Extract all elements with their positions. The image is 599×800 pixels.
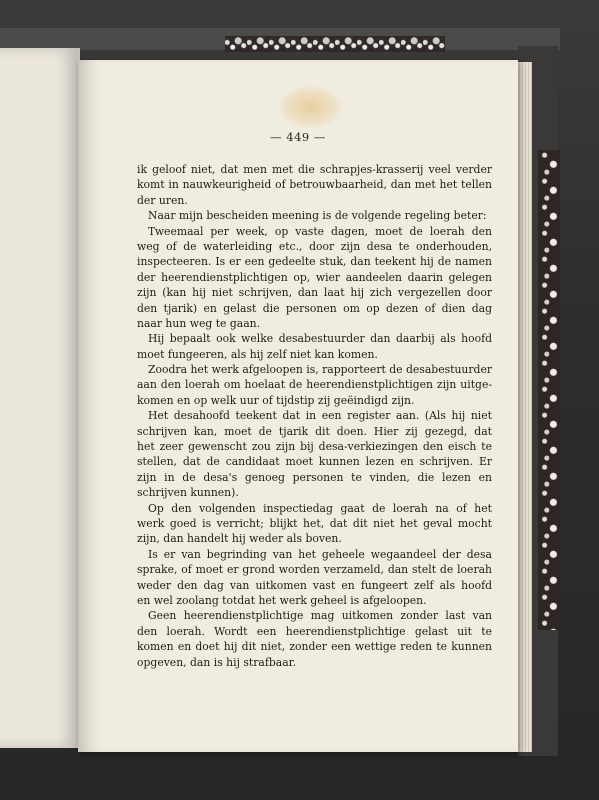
paragraph (137, 208, 492, 223)
text-line: der heerendienstplichtigen op, wier aandeelen daarin gelegen (137, 270, 492, 284)
text-line: den tjarik) en gelast die personen om op dezen of dien dag (137, 301, 492, 315)
text-line: komen en op welk uur of tijdstip zij geëindigd zijn. (137, 393, 415, 407)
text-line: weg of de waterleiding etc., door zijn desa te onderhouden, (137, 239, 492, 253)
text-line: Is er van begrinding van het geheele wegaandeel der desa (148, 547, 492, 561)
text-line: het zeer gewenscht zou zijn bij desa-verkiezingen den eisch te (137, 440, 492, 454)
text-line: der uren. (137, 193, 188, 207)
text-line: komt in nauwkeurigheid of betrouwbaarheid, dan met het tellen (137, 178, 492, 192)
paragraph (137, 608, 492, 670)
text-line: Tweemaal per week, op vaste dagen, moet de loerah den (148, 224, 492, 238)
text-line: Zoodra het werk afgeloopen is, rapporteert de desabestuurder (148, 363, 492, 377)
text-line: schrijven kan, moet de tjarik dit doen. Hier zij gezegd, dat (137, 424, 492, 438)
paragraph (137, 162, 492, 208)
text-line: moet fungeeren, als hij zelf niet kan komen. (137, 347, 378, 361)
text-line: werk goed is verricht; blijkt het, dat dit niet het geval mocht (137, 516, 492, 530)
text-line: Hij bepaalt ook welke desabestuurder dan daarbij als hoofd (148, 332, 492, 346)
text-line: zijn in de desa's genoeg personen te vinden, die lezen en (137, 470, 492, 484)
paragraph (137, 224, 492, 332)
text-line: zijn (kan hij niet schrijven, dan laat hij zich vergezellen door (137, 286, 492, 300)
paragraph (137, 362, 492, 408)
paragraph (137, 501, 492, 547)
text-line: inspecteeren. Is er een gedeelte stuk, dan teekent hij de namen (137, 255, 492, 269)
text-line: Naar mijn bescheiden meening is de volgende regeling beter: (148, 209, 487, 223)
text-line: en wel zoolang totdat het werk geheel is afgeloopen. (137, 593, 427, 607)
paragraph (137, 547, 492, 609)
text-line: komen en doet hij dit niet, zonder een wettige reden te kunnen (137, 640, 492, 654)
marbled-endpaper-right (538, 150, 560, 630)
left-page-edge (0, 48, 80, 748)
page-number: — 449 — (270, 130, 326, 144)
text-line: stellen, dat de candidaat moet kunnen lezen en schrijven. Er (137, 455, 492, 469)
text-line: schrijven kunnen). (137, 486, 239, 500)
text-line: zijn, dan handelt hij weder als boven. (137, 532, 342, 546)
paragraph (137, 331, 492, 362)
text-line: opgeven, dan is hij strafbaar. (137, 655, 297, 669)
text-line: sprake, of moet er grond worden verzameld, dan stelt de loerah (137, 563, 492, 577)
page-body-text (137, 162, 492, 670)
text-line: aan den loerah om hoelaat de heerendienstplichtigen zijn uitge- (137, 378, 492, 392)
text-line: Geen heerendienstplichtige mag uitkomen zonder last van (148, 609, 492, 623)
paragraph (137, 408, 492, 500)
foxing-stain (279, 86, 341, 128)
marbled-endpaper-top (225, 36, 445, 52)
text-line: den loerah. Wordt een heerendienstplichtige gelast uit te (137, 624, 492, 638)
text-line: Op den volgenden inspectiedag gaat de loerah na of het (148, 501, 492, 515)
text-line: naar hun weg te gaan. (137, 316, 261, 330)
text-line: ik geloof niet, dat men met die schrapjes-krasserij veel verder (137, 163, 492, 176)
text-line: weder den dag van uitkomen vast en fungeert zelf als hoofd (137, 578, 492, 592)
text-line: Het desahoofd teekent dat in een register aan. (Als hij niet (148, 409, 492, 423)
book-page (78, 60, 518, 752)
